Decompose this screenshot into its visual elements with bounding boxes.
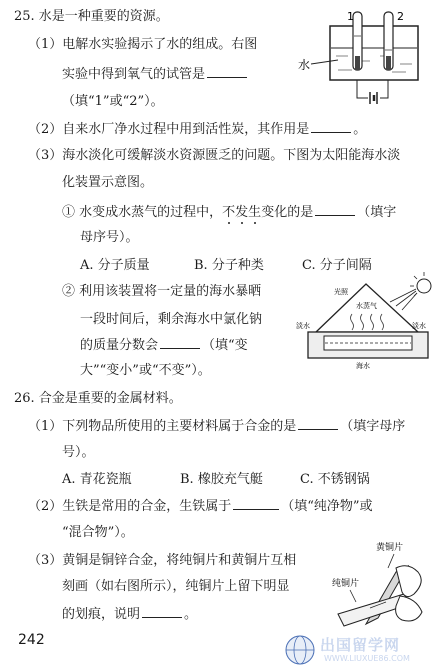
answer-blank[interactable] [142,605,182,618]
watermark-logo [284,632,434,668]
q25-s1-line2: 母序号）。 [80,230,139,245]
q26-p1-line2: 号）。 [62,445,95,460]
q25-p3-line2: 化装置示意图。 [62,175,154,190]
answer-blank[interactable] [160,336,200,349]
watermark-text: 出国留学网 [320,636,401,654]
fresh-water-left-label: 淡水 [296,322,310,330]
q26-p2-line1: （2）生铁是常用的合金，生铁属于 （填“纯净物”或 [28,499,373,514]
water-label: 水 [298,58,311,72]
answer-blank[interactable] [233,497,279,510]
page-number: 242 [18,632,45,648]
watermark-url: WWW.LIUXUE86.COM [324,654,410,663]
q25-p1-line3: （填“1”或“2”）。 [62,94,164,109]
seawater-label: 海水 [356,362,370,370]
q25-s2-line4: 大”“变小”或“不变”）。 [80,363,211,378]
q25-s2-line3: 的质量分数会 （填“变 [80,338,248,353]
vapor-label: 水蒸气 [356,302,377,310]
q25-p2: （2）自来水厂净水过程中用到活性炭，其作用是 。 [28,122,367,137]
option-c: C. 不锈钢锅 [300,472,370,487]
q26-p3-line2: 刻画（如右图所示），纯铜片上留下明显 [62,579,290,594]
fresh-water-right-label: 淡水 [412,322,426,330]
answer-blank[interactable] [311,120,351,133]
option-c: C. 分子间隔 [302,258,372,273]
answer-blank[interactable] [207,65,247,78]
electrolysis-apparatus-figure [296,6,436,118]
tube-2-label: 2 [397,10,404,23]
q25-p1-line2: 实验中得到氧气的试管是 [62,65,249,83]
q25-stem: 25. 水是一种重要的资源。 [14,9,169,24]
option-a: A. 分子质量 [80,258,150,273]
brass-copper-scratch-figure [330,538,436,634]
brass-plate-label: 黄铜片 [376,543,404,553]
option-b: B. 橡胶充气艇 [180,472,263,487]
q25-p3-line1: （3）海水淡化可缓解淡水资源匮乏的问题。下图为太阳能海水淡 [28,148,401,163]
answer-blank[interactable] [315,203,355,216]
copper-plate-label: 纯铜片 [332,579,360,589]
sunlight-label: 光照 [334,288,348,296]
q26-p1-line1: （1）下列物品所使用的主要材料属于合金的是 （填字母序 [28,419,406,434]
q26-p3-line1: （3）黄铜是铜锌合金，将纯铜片和黄铜片互相 [28,553,297,568]
q26-stem: 26. 合金是重要的金属材料。 [14,391,182,406]
q25-s1-line1: ① 水变成水蒸气的过程中，不发生变化的是 （填字 [62,205,397,220]
q25-p1-line1: （1）电解水实验揭示了水的组成。右图 [28,37,258,52]
q26-p2-line2: “混合物”）。 [62,525,134,540]
solar-desalination-figure [294,272,438,372]
tube-1-label: 1 [347,10,354,23]
option-a: A. 青花瓷瓶 [62,472,132,487]
option-b: B. 分子种类 [194,258,264,273]
answer-blank[interactable] [298,417,338,430]
q25-s2-line1: ② 利用该装置将一定量的海水暴晒 [62,284,262,299]
q26-p3-line3: 的划痕，说明 。 [62,607,198,622]
q25-s2-line2: 一段时间后，剩余海水中氯化钠 [80,312,263,327]
